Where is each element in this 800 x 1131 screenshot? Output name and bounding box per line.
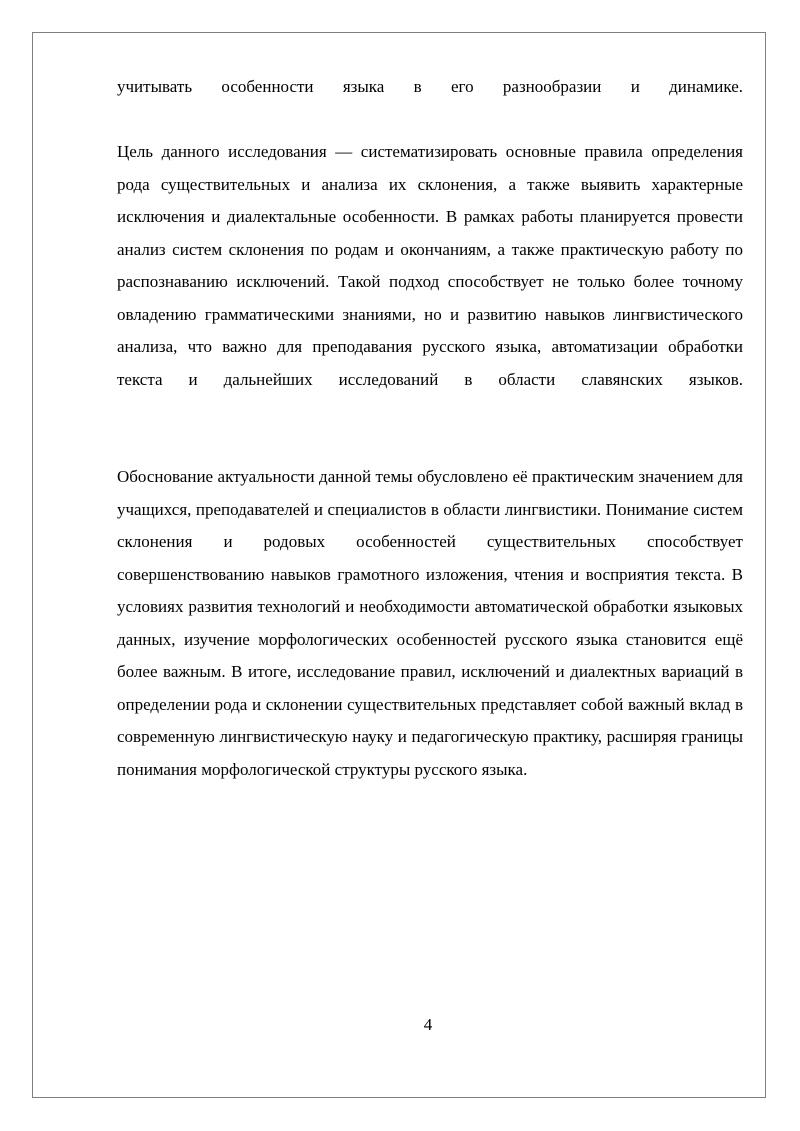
paragraph-relevance: Обоснование актуальности данной темы обусловлено её практическим значением для учащихся, преподавателей и специалистов в области лингвистики. Понимание систем склонения и родовых особенностей существительных способствует совершенствованию навыков грамотного изложения, чтения и восприятия текста. В условиях развития технологий и необходимости автоматической обработки языковых данных, изучение морфологических особенностей русского языка становится ещё более важным. В итоге, исследование правил, исключений и диалектных вариаций в определении рода и склонении существительных представляет собой важный вклад в современную лингвистическую науку и педагогическую практику, расширяя границы понимания морфологической структуры русского языка.: [117, 467, 743, 779]
paragraph-continuation: учитывать особенности языка в его разнообразии и динамике.: [117, 77, 743, 96]
paragraph-research-goal: Цель данного исследования — систематизировать основные правила определения рода существительных и анализа их склонения, а также выявить характерные исключения и диалектальные особенности. В рамках работы планируется провести анализ систем склонения по родам и окончаниям, а также практическую работу по распознаванию исключений. Такой подход способствует не только более точному овладению грамматическими знаниями, но и развитию навыков лингвистического анализа, что важно для преподавания русского языка, автоматизации обработки текста и дальнейших исследований в области славянских языков.: [117, 142, 743, 389]
page-number: 4: [423, 1015, 433, 1034]
